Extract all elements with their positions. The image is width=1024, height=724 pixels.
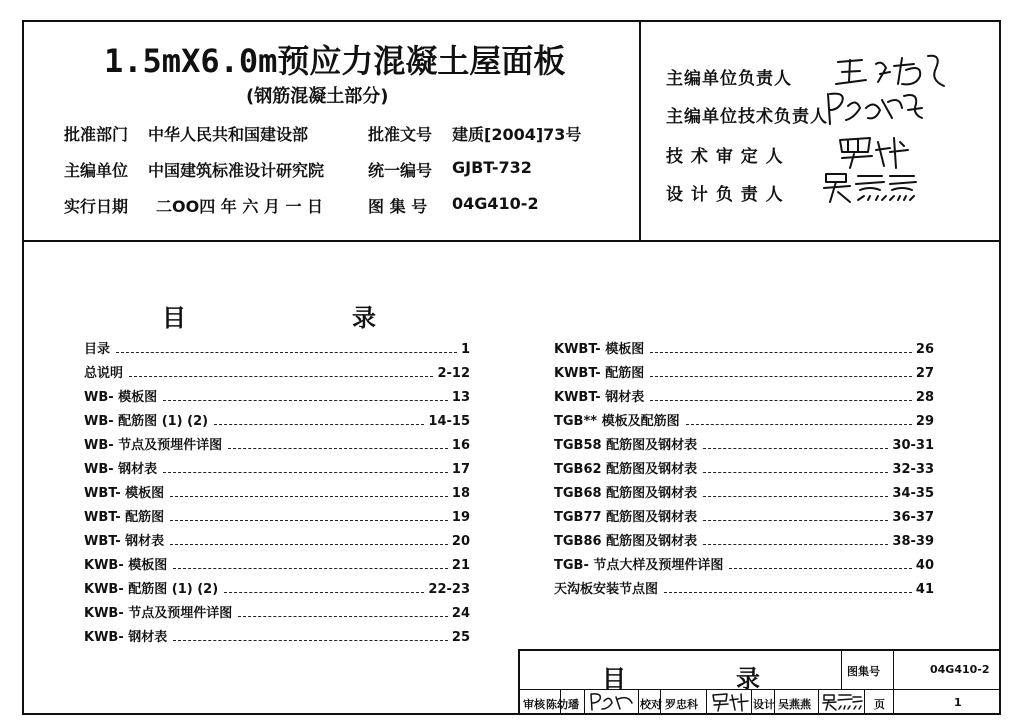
toc-entry-name: KWB- 配筋图 (1) (2)	[84, 582, 219, 597]
toc-entry	[554, 362, 934, 386]
toc-leader-line	[170, 519, 448, 521]
toc-entry-name: TGB** 模板及配筋图	[554, 414, 680, 429]
unified-number-label: 统一编号	[368, 161, 433, 180]
toc-entry-name: 目录	[84, 342, 111, 357]
toc-entry	[84, 482, 470, 506]
toc-entry-name: WB- 钢材表	[84, 462, 158, 477]
toc-leader-line	[703, 519, 888, 521]
toc-entry	[554, 554, 934, 578]
toc-entry-page: 25	[451, 630, 470, 645]
toc-entry-page: 2-12	[437, 366, 470, 381]
toc-entry-name: TGB- 节点大样及预埋件详图	[554, 558, 724, 573]
review-label: 审核	[523, 698, 545, 711]
check-label: 校对	[640, 698, 662, 711]
toc-entry	[554, 482, 934, 506]
toc-entry-page: 26	[915, 342, 934, 357]
toc-entry-name: WBT- 模板图	[84, 486, 165, 501]
toc-leader-line	[650, 351, 912, 353]
toc-leader-line	[129, 375, 433, 377]
toc-heading-char-2: 录	[352, 304, 376, 332]
toc-leader-line	[686, 423, 912, 425]
toc-entry-name: KWB- 模板图	[84, 558, 168, 573]
toc-entry-page: 30-31	[892, 438, 934, 453]
signature-tech-reviewer	[834, 132, 924, 172]
design-signature	[821, 691, 863, 713]
toc-leader-line	[163, 471, 448, 473]
toc-entry-name: WBT- 钢材表	[84, 534, 165, 549]
toc-entry-page: 17	[451, 462, 470, 477]
approval-doc-value: 建质[2004]73号	[452, 125, 582, 144]
toc-entry	[554, 530, 934, 554]
toc-entry-page: 36-37	[892, 510, 934, 525]
toc-entry-page: 34-35	[892, 486, 934, 501]
toc-leader-line	[163, 399, 448, 401]
editor-unit-value: 中国建筑标准设计研究院	[148, 161, 325, 180]
toc-entry-name: TGB77 配筋图及钢材表	[554, 510, 698, 525]
atlas-number-tb-value: 04G410-2	[930, 663, 990, 676]
toc-entry-page: 27	[915, 366, 934, 381]
header-vertical-separator	[639, 20, 641, 241]
toc-leader-line	[228, 447, 448, 449]
page-label: 页	[874, 698, 885, 711]
toc-entry	[84, 362, 470, 386]
toc-leader-line	[729, 567, 912, 569]
signature-tech-head	[822, 88, 932, 132]
approval-dept-label: 批准部门	[64, 125, 129, 144]
toc-entry-name: TGB62 配筋图及钢材表	[554, 462, 698, 477]
toc-entry	[554, 458, 934, 482]
review-signature	[588, 691, 636, 713]
toc-entry	[84, 554, 470, 578]
toc-leader-line	[703, 471, 888, 473]
toc-leader-line	[116, 351, 457, 353]
toc-entry-page: 28	[915, 390, 934, 405]
toc-entry-name: WB- 模板图	[84, 390, 158, 405]
review-name: 陈幼璠	[546, 698, 579, 711]
toc-entry-name: KWBT- 配筋图	[554, 366, 645, 381]
toc-entry	[84, 626, 470, 650]
toc-entry-page: 24	[451, 606, 470, 621]
title-block-title-char-2: 录	[736, 665, 760, 693]
toc-entry-page: 20	[451, 534, 470, 549]
title-block	[518, 649, 1001, 715]
toc-leader-line	[238, 615, 448, 617]
toc-entry	[84, 386, 470, 410]
toc-entry-page: 38-39	[892, 534, 934, 549]
header-separator	[22, 240, 1001, 242]
atlas-title: 1.5mX6.0m预应力混凝土屋面板	[104, 42, 566, 80]
toc-entry	[84, 530, 470, 554]
approval-dept-value: 中华人民共和国建设部	[148, 125, 309, 144]
toc-entry-page: 41	[915, 582, 934, 597]
toc-entry	[554, 410, 934, 434]
toc-entry-name: KWBT- 模板图	[554, 342, 645, 357]
toc-right-column	[554, 338, 934, 602]
toc-entry-name: 总说明	[84, 366, 124, 381]
toc-leader-line	[650, 399, 912, 401]
toc-entry-name: KWB- 钢材表	[84, 630, 168, 645]
title-block-title-char-1: 目	[602, 665, 626, 693]
toc-entry-name: WB- 节点及预埋件详图	[84, 438, 223, 453]
toc-entry	[84, 410, 470, 434]
effective-date-label: 实行日期	[64, 197, 129, 216]
toc-leader-line	[170, 543, 448, 545]
check-signature	[710, 691, 750, 713]
toc-leader-line	[664, 591, 912, 593]
toc-entry-name: WB- 配筋图 (1) (2)	[84, 414, 209, 429]
toc-entry	[84, 506, 470, 530]
toc-entry-name: WBT- 配筋图	[84, 510, 165, 525]
atlas-number-label: 图 集 号	[368, 197, 428, 216]
toc-leader-line	[703, 447, 888, 449]
design-head-label: 设 计 负 责 人	[666, 185, 784, 205]
toc-leader-line	[173, 567, 448, 569]
toc-entry-name: TGB58 配筋图及钢材表	[554, 438, 698, 453]
tech-reviewer-label: 技 术 审 定 人	[666, 147, 784, 167]
toc-entry	[554, 338, 934, 362]
toc-entry-page: 13	[451, 390, 470, 405]
toc-entry-page: 40	[915, 558, 934, 573]
toc-entry	[554, 434, 934, 458]
toc-entry-page: 18	[451, 486, 470, 501]
effective-date-value: 二OO四 年 六 月 一 日	[156, 197, 324, 216]
toc-entry-name: KWB- 节点及预埋件详图	[84, 606, 233, 621]
toc-entry-page: 22-23	[428, 582, 470, 597]
toc-entry-name: KWBT- 钢材表	[554, 390, 645, 405]
toc-entry	[554, 386, 934, 410]
toc-entry-page: 19	[451, 510, 470, 525]
design-name: 吴燕燕	[778, 698, 811, 711]
toc-leader-line	[650, 375, 912, 377]
signature-design-head	[820, 168, 920, 208]
atlas-number-value: 04G410-2	[452, 194, 539, 213]
toc-entry-name: 天沟板安装节点图	[554, 582, 659, 597]
toc-entry	[84, 602, 470, 626]
toc-leader-line	[703, 543, 888, 545]
toc-leader-line	[173, 639, 448, 641]
tech-head-label: 主编单位技术负责人	[666, 107, 828, 127]
toc-left-column	[84, 338, 470, 650]
page-value: 1	[954, 696, 962, 709]
atlas-subtitle: (钢筋混凝土部分)	[246, 86, 389, 107]
toc-leader-line	[224, 591, 424, 593]
toc-leader-line	[214, 423, 424, 425]
toc-entry	[84, 458, 470, 482]
editor-head-label: 主编单位负责人	[666, 69, 792, 89]
toc-entry-page: 21	[451, 558, 470, 573]
toc-entry-page: 32-33	[892, 462, 934, 477]
toc-entry	[84, 338, 470, 362]
editor-unit-label: 主编单位	[64, 161, 129, 180]
design-label: 设计	[753, 698, 775, 711]
toc-entry-page: 1	[460, 342, 470, 357]
toc-entry-name: TGB86 配筋图及钢材表	[554, 534, 698, 549]
toc-entry	[84, 578, 470, 602]
toc-leader-line	[170, 495, 448, 497]
toc-entry-page: 16	[451, 438, 470, 453]
toc-leader-line	[703, 495, 888, 497]
check-name: 罗忠科	[665, 698, 698, 711]
atlas-number-tb-label: 图集号	[847, 665, 880, 678]
toc-entry-page: 14-15	[428, 414, 470, 429]
toc-heading-char-1: 目	[162, 304, 186, 332]
toc-entry	[554, 578, 934, 602]
toc-entry	[554, 506, 934, 530]
approval-doc-label: 批准文号	[368, 125, 433, 144]
unified-number-value: GJBT-732	[452, 158, 532, 177]
toc-entry	[84, 434, 470, 458]
toc-entry-page: 29	[915, 414, 934, 429]
toc-entry-name: TGB68 配筋图及钢材表	[554, 486, 698, 501]
